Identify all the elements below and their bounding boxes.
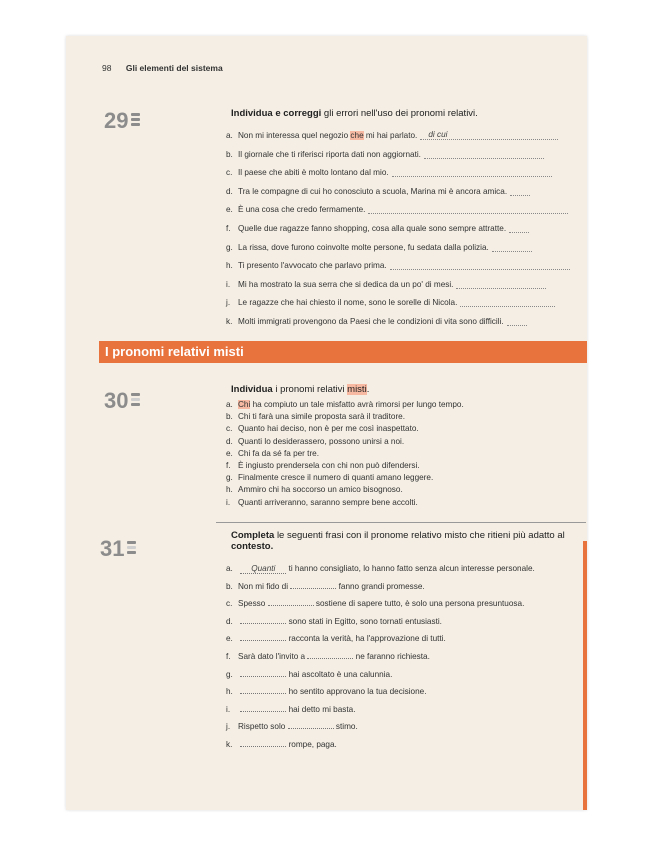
book-page [66, 36, 587, 810]
item-letter: a. [226, 131, 233, 140]
exercise-30-item [226, 424, 464, 436]
exercise-29-item [226, 297, 570, 316]
item-text: Quanti lo desiderassero, possono unirsi a noi. [238, 436, 405, 446]
exercise-30-instruction [231, 384, 369, 395]
exercise-30-items [226, 400, 464, 510]
exercise-31-item [226, 599, 535, 617]
answer-field[interactable] [456, 279, 546, 289]
instruction-bold: Individua [231, 384, 273, 395]
item-letter: i. [226, 279, 231, 289]
item-letter: k. [226, 739, 233, 749]
exercise-29-instruction [231, 108, 478, 119]
item-letter: f. [226, 460, 231, 470]
answer-field[interactable] [240, 711, 286, 712]
exercise-number-29 [104, 108, 140, 134]
exercise-31-item [226, 617, 535, 635]
exercise-29-item [226, 316, 570, 335]
item-text: È una cosa che credo fermamente. [238, 205, 366, 215]
item-letter: f. [226, 651, 231, 661]
item-text: Chi ti farà una simile proposta sarà il traditore. [238, 412, 406, 422]
answer-field[interactable] [240, 746, 286, 747]
item-letter: g. [226, 242, 233, 252]
page-number: 98 [102, 63, 112, 73]
item-text: Finalmente cresce il numero di quanti amano leggere. [238, 473, 434, 483]
exercise-30-item [226, 449, 464, 461]
exercise-31-item [226, 670, 535, 688]
item-text: È ingiusto prendersela con chi non può difendersi. [238, 460, 420, 470]
answer-field[interactable] [268, 605, 314, 606]
item-text: Chi fa da sé fa per tre. [238, 448, 320, 458]
item-letter: g. [226, 669, 233, 679]
instruction-text: le seguenti frasi con il pronome relativo misto che ritieni più adatto al [276, 530, 565, 541]
exercise-29-item [226, 130, 570, 149]
item-letter: c. [226, 599, 233, 609]
item-text-after: rompe, paga. [288, 739, 337, 749]
item-text: Quelle due ragazze fanno shopping, cosa alla quale sono sempre attratte. [238, 223, 507, 233]
answer-field[interactable] [492, 242, 532, 252]
item-letter: e. [226, 205, 233, 215]
item-letter: e. [226, 634, 233, 644]
item-text: Non mi interessa quel negozio [238, 131, 349, 140]
item-text-after: ho sentito approvano la tua decisione. [288, 687, 427, 697]
exercise-number-30 [104, 388, 140, 414]
item-letter: h. [226, 687, 233, 697]
item-letter: b. [226, 149, 233, 159]
answer-field[interactable] [510, 186, 530, 196]
instruction-line2: contesto. [231, 541, 274, 552]
exercise-30-item [226, 461, 464, 473]
instruction-text: gli errori nell'uso dei pronomi relativi. [323, 108, 478, 119]
answer-field[interactable] [390, 260, 570, 270]
item-letter: h. [226, 261, 233, 271]
answer-field[interactable] [290, 588, 336, 589]
item-text-before: Spesso [238, 599, 266, 609]
exercise-30-item [226, 400, 464, 412]
exercise-29-item [226, 279, 570, 298]
exercise-29-item [226, 242, 570, 261]
exercise-30-item [226, 437, 464, 449]
exercise-31-item [226, 582, 535, 600]
item-text-after: racconta la verità, ha l'approvazione di tutti. [288, 634, 446, 644]
item-letter: b. [226, 412, 233, 422]
answer-field[interactable] [240, 693, 286, 694]
answer-field[interactable] [288, 728, 334, 729]
item-text-after: sono stati in Egitto, sono tornati entusiasti. [288, 616, 442, 626]
exercise-29-item [226, 167, 570, 186]
item-text-before: Non mi fido di [238, 581, 289, 591]
item-letter: b. [226, 581, 233, 591]
item-text: Ammiro chi ha soccorso un amico bisognoso. [238, 485, 403, 495]
item-text: Quanto hai deciso, non è per me così inaspettato. [238, 424, 419, 434]
exercise-31-item [226, 687, 535, 705]
item-letter: j. [226, 722, 231, 732]
item-letter: d. [226, 616, 233, 626]
item-text: Mi ha mostrato la sua serra che si dedica da un po' di mesi. [238, 279, 454, 289]
answer-field[interactable] [460, 297, 555, 307]
exercise-31-item [226, 634, 535, 652]
item-text: ha compiuto un tale misfatto avrà rimorsi per lungo tempo. [252, 400, 464, 409]
exercise-29-item [226, 186, 570, 205]
item-highlight: che [350, 131, 364, 140]
item-text: Il giornale che ti riferisci riporta dati non aggiornati. [238, 149, 421, 159]
item-text-after: ti hanno consigliato, lo hanno fatto senza alcun interesse personale. [288, 564, 535, 573]
item-letter: k. [226, 316, 233, 326]
answer-field[interactable] [509, 223, 529, 233]
section-header-bar [99, 341, 587, 363]
exercise-number-31 [100, 536, 136, 562]
item-letter: e. [226, 448, 233, 458]
item-letter: g. [226, 473, 233, 483]
instruction-end: . [366, 384, 370, 395]
exercise-29-item [226, 149, 570, 168]
item-text: Le ragazze che hai chiesto il nome, sono le sorelle di Nicola. [238, 298, 458, 308]
item-letter: a. [226, 564, 233, 573]
running-title: Gli elementi del sistema [125, 63, 223, 73]
item-text: La rissa, dove furono coinvolte molte persone, fu sedata dalla polizia. [238, 242, 489, 252]
section-accent [583, 341, 587, 363]
item-text: Ti presento l'avvocato che parlavo prima. [238, 261, 387, 271]
exercise-divider [216, 522, 586, 523]
instruction-text: i pronomi relativi [275, 384, 345, 395]
answer-field[interactable] [307, 658, 353, 659]
exercise-30-item [226, 498, 464, 510]
item-letter: j. [226, 298, 231, 308]
item-letter: c. [226, 424, 233, 434]
answer-field[interactable] [424, 149, 544, 159]
answer-field[interactable]: di cui [420, 130, 558, 140]
exercise-30-item [226, 485, 464, 497]
item-letter: h. [226, 485, 233, 495]
exercise-31-items [226, 564, 535, 758]
exercise-29-item [226, 204, 570, 223]
exercise-number-text: 29 [104, 108, 129, 133]
exercise-31-item [226, 705, 535, 723]
exercise-30-item [226, 473, 464, 485]
difficulty-icon [131, 393, 140, 408]
item-letter: i. [226, 497, 231, 507]
running-head [102, 63, 223, 73]
exercise-number-text: 30 [104, 388, 129, 413]
exercise-31-item [226, 652, 535, 670]
answer-field[interactable] [240, 623, 286, 624]
page-edge-accent [583, 541, 587, 810]
item-text: Molti immigrati provengono da Paesi che le condizioni di vita sono difficili. [238, 316, 504, 326]
item-letter: a. [226, 400, 233, 409]
item-text-after: sostiene di sapere tutto, è solo una persona presuntuosa. [315, 599, 525, 609]
item-text-after: hai ascoltato è una calunnia. [288, 669, 393, 679]
answer-field[interactable] [240, 676, 286, 677]
item-text-before: Rispetto solo [238, 722, 286, 732]
instruction-highlight: misti [347, 384, 367, 395]
exercise-31-instruction [231, 530, 586, 552]
item-text-after: hai detto mi basta. [288, 704, 356, 714]
difficulty-icon [131, 113, 140, 128]
item-text: Il paese che abiti è molto lontano dal mio. [238, 168, 389, 178]
section-title: I pronomi relativi misti [105, 344, 244, 359]
item-letter: d. [226, 436, 233, 446]
exercise-31-item [226, 740, 535, 758]
item-text: Quanti arriveranno, saranno sempre bene accolti. [238, 497, 418, 507]
item-text-after: fanno grandi promesse. [338, 581, 425, 591]
exercise-31-item [226, 564, 535, 582]
item-text-after: stimo. [335, 722, 358, 732]
item-text-after: ne faranno richiesta. [355, 651, 430, 661]
item-highlight: Chi [238, 400, 251, 409]
answer-field[interactable] [368, 204, 568, 214]
answer-field[interactable] [240, 640, 286, 641]
item-text-before: Sarà dato l'invito a [238, 651, 306, 661]
item-text: Tra le compagne di cui ho conosciuto a scuola, Marina mi è ancora amica. [238, 186, 508, 196]
instruction-bold: Completa [231, 530, 275, 541]
item-letter: c. [226, 168, 233, 178]
item-letter: f. [226, 223, 231, 233]
exercise-29-items [226, 130, 570, 335]
exercise-31-item [226, 722, 535, 740]
difficulty-icon [127, 541, 136, 556]
exercise-29-item [226, 223, 570, 242]
answer-field[interactable] [392, 167, 552, 177]
item-letter: i. [226, 704, 231, 714]
exercise-number-text: 31 [100, 536, 125, 561]
answer-field[interactable]: Quanti [240, 564, 286, 574]
answer-field[interactable] [507, 316, 527, 326]
item-letter: d. [226, 186, 233, 196]
exercise-30-item [226, 412, 464, 424]
exercise-29-item [226, 260, 570, 279]
item-text-after: mi hai parlato. [365, 131, 418, 140]
instruction-bold: Individua e correggi [231, 108, 322, 119]
